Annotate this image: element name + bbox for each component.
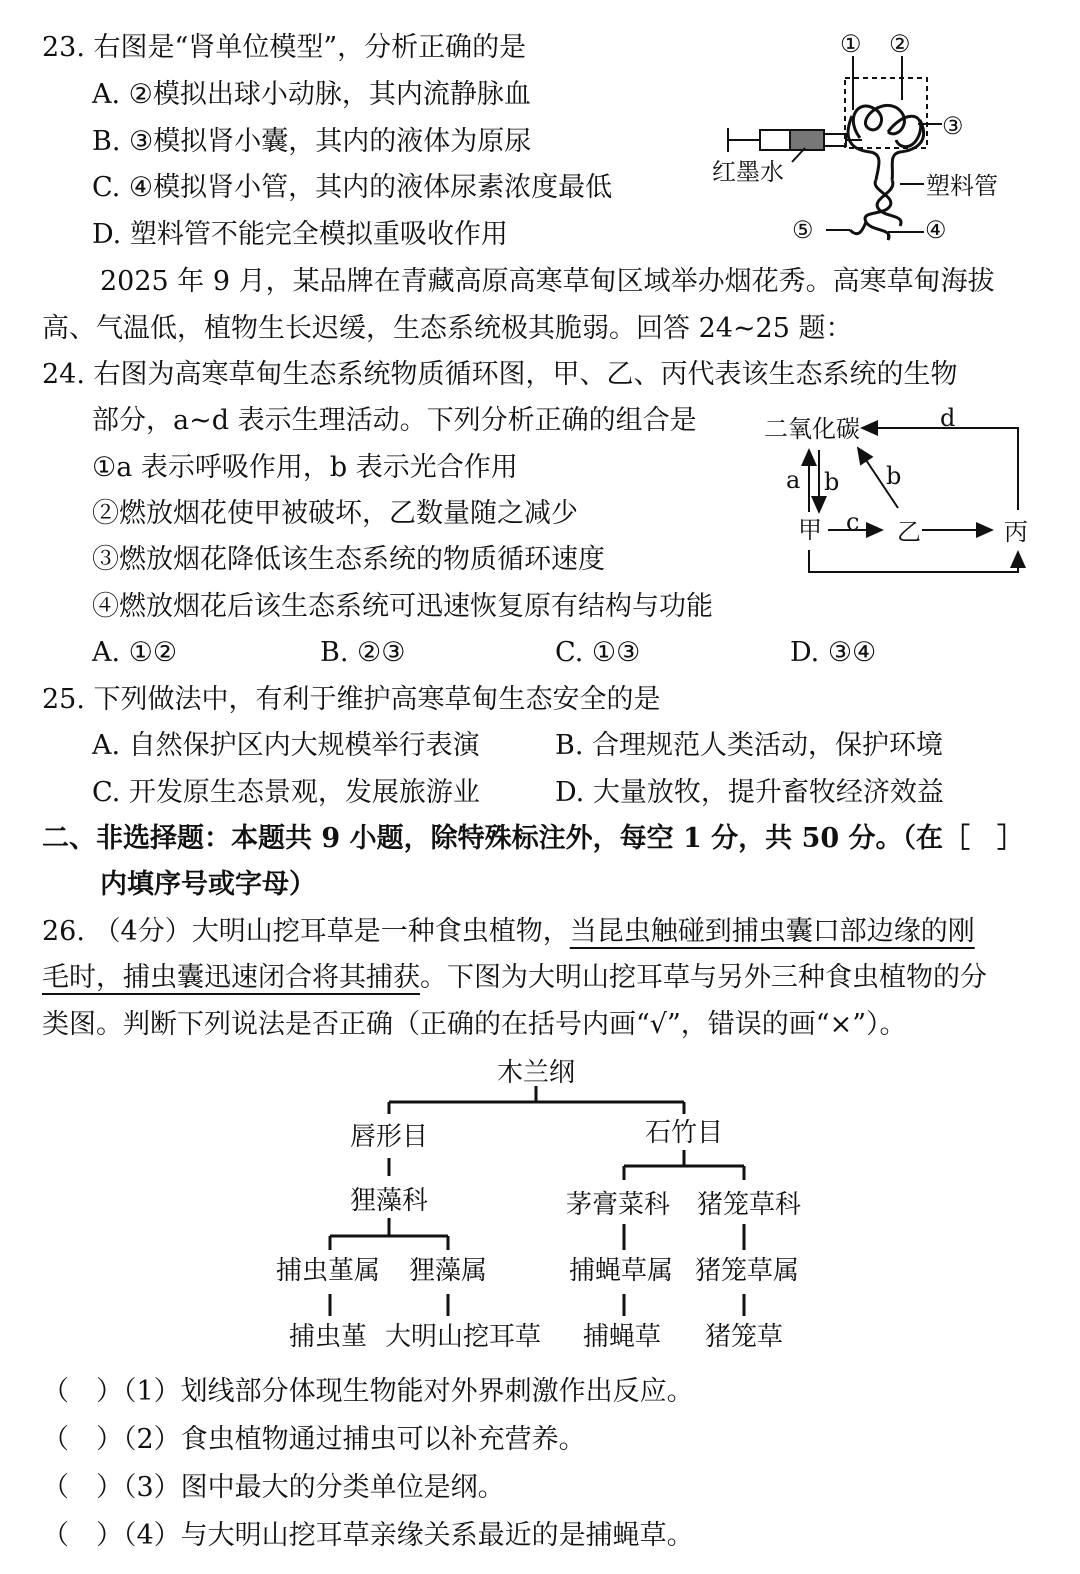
q26-line-3: 类图。判断下列说法是否正确（正确的在括号内画“√”，错误的画“×”）。 bbox=[42, 1009, 907, 1040]
q24-stem-line-1: 24. 右图为高寒草甸生态系统物质循环图，甲、乙、丙代表该生态系统的生物 bbox=[42, 359, 958, 390]
diagram-d: d bbox=[940, 404, 956, 432]
tree-genus-2: 狸藻属 bbox=[408, 1256, 488, 1286]
q26-line-2 bbox=[42, 960, 987, 996]
q24-option-b: B. ②③ bbox=[320, 637, 406, 668]
tree-species-1: 捕虫堇 bbox=[288, 1322, 368, 1352]
q23-stem: 23. 右图是“肾单位模型”，分析正确的是 bbox=[42, 32, 527, 63]
intro-line-2: 高、气温低，植物生长迟缓，生态系统极其脆弱。回答 24~25 题： bbox=[42, 313, 853, 344]
q26-line-1 bbox=[42, 914, 975, 950]
diagram-yi: 乙 bbox=[897, 518, 921, 546]
q26-judgment-3[interactable]: （ ）（3）图中最大的分类单位是纲。 bbox=[42, 1472, 505, 1503]
tree-family-1: 狸藻科 bbox=[349, 1186, 429, 1216]
figure-label-ink: 红墨水 bbox=[712, 158, 784, 186]
tree-genus-3: 捕蝇草属 bbox=[568, 1256, 674, 1286]
section2-heading-line-1: 二、非选择题：本题共 9 小题，除特殊标注外，每空 1 分，共 50 分。（在［ ］ bbox=[42, 823, 1025, 854]
diagram-a: a bbox=[786, 466, 801, 494]
tree-genus-1: 捕虫堇属 bbox=[275, 1256, 381, 1286]
q26-judgment-2[interactable]: （ ）（2）食虫植物通过捕虫可以补充营养。 bbox=[42, 1424, 586, 1455]
tree-root: 木兰纲 bbox=[496, 1058, 576, 1088]
tree-order-left: 唇形目 bbox=[349, 1122, 429, 1152]
diagram-b-left: b bbox=[824, 468, 840, 496]
tree-order-right: 石竹目 bbox=[644, 1118, 724, 1148]
q25-option-b: B. 合理规范人类活动，保护环境 bbox=[555, 730, 944, 761]
q24-statement-3: ③燃放烟花降低该生态系统的物质循环速度 bbox=[92, 544, 605, 575]
q23-option-c: C. ④模拟肾小管，其内的液体尿素浓度最低 bbox=[92, 172, 613, 203]
q24-statement-4: ④燃放烟花后该生态系统可迅速恢复原有结构与功能 bbox=[92, 591, 713, 622]
tree-family-2: 茅膏菜科 bbox=[565, 1190, 671, 1220]
q24-statement-1: ①a 表示呼吸作用，b 表示光合作用 bbox=[92, 452, 518, 483]
q23-option-d: D. 塑料管不能完全模拟重吸收作用 bbox=[92, 219, 508, 250]
tree-species-3: 捕蝇草 bbox=[582, 1322, 662, 1352]
section2-heading-line-2: 内填序号或字母） bbox=[100, 869, 316, 900]
q26-prefix: 26. （4分）大明山挖耳草是一种食虫植物， bbox=[42, 916, 570, 947]
tree-species-4: 猪笼草 bbox=[704, 1322, 784, 1352]
q24-stem-line-2: 部分，a~d 表示生理活动。下列分析正确的组合是 bbox=[92, 405, 697, 436]
diagram-bing: 丙 bbox=[1004, 518, 1028, 546]
figure-label-1: ① bbox=[840, 30, 862, 58]
q26-judgment-1[interactable]: （ ）（1）划线部分体现生物能对外界刺激作出反应。 bbox=[42, 1376, 694, 1407]
q24-option-d: D. ③④ bbox=[790, 637, 877, 668]
diagram-co2: 二氧化碳 bbox=[764, 415, 860, 443]
q26-underlined-1: 当昆虫触碰到捕虫囊口部边缘的刚 bbox=[569, 916, 975, 947]
figure-label-3: ③ bbox=[942, 112, 964, 140]
diagram-c: c bbox=[846, 508, 860, 536]
figure-label-tube: 塑料管 bbox=[926, 172, 998, 200]
intro-line-1: 2025 年 9 月，某品牌在青藏高原高寒草甸区域举办烟花秀。高寒草甸海拔 bbox=[100, 266, 995, 297]
figure-label-4: ④ bbox=[925, 216, 947, 244]
q25-option-a: A. 自然保护区内大规模举行表演 bbox=[92, 730, 480, 761]
q26-suffix-2: 。下图为大明山挖耳草与另外三种食虫植物的分 bbox=[420, 962, 987, 993]
figure-label-5: ⑤ bbox=[792, 216, 814, 244]
figure-label-2: ② bbox=[889, 30, 911, 58]
tree-genus-4: 猪笼草属 bbox=[694, 1256, 800, 1286]
q26-underlined-2: 毛时，捕虫囊迅速闭合将其捕获 bbox=[42, 962, 420, 993]
q25-option-c: C. 开发原生态景观，发展旅游业 bbox=[92, 777, 480, 808]
q23-option-a: A. ②模拟出球小动脉，其内流静脉血 bbox=[92, 79, 531, 110]
diagram-jia: 甲 bbox=[798, 516, 822, 544]
q25-option-d: D. 大量放牧，提升畜牧经济效益 bbox=[555, 777, 944, 808]
q25-stem: 25. 下列做法中，有利于维护高寒草甸生态安全的是 bbox=[42, 684, 661, 715]
diagram-b-right: b bbox=[886, 462, 902, 490]
q26-judgment-4[interactable]: （ ）（4）与大明山挖耳草亲缘关系最近的是捕蝇草。 bbox=[42, 1520, 694, 1551]
tree-family-3: 猪笼草科 bbox=[696, 1190, 802, 1220]
q23-option-b: B. ③模拟肾小囊，其内的液体为原尿 bbox=[92, 126, 532, 157]
tree-species-2: 大明山挖耳草 bbox=[384, 1322, 542, 1352]
q24-option-a: A. ①② bbox=[92, 637, 178, 668]
q24-statement-2: ②燃放烟花使甲被破坏，乙数量随之减少 bbox=[92, 498, 578, 529]
q24-option-c: C. ①③ bbox=[555, 637, 641, 668]
